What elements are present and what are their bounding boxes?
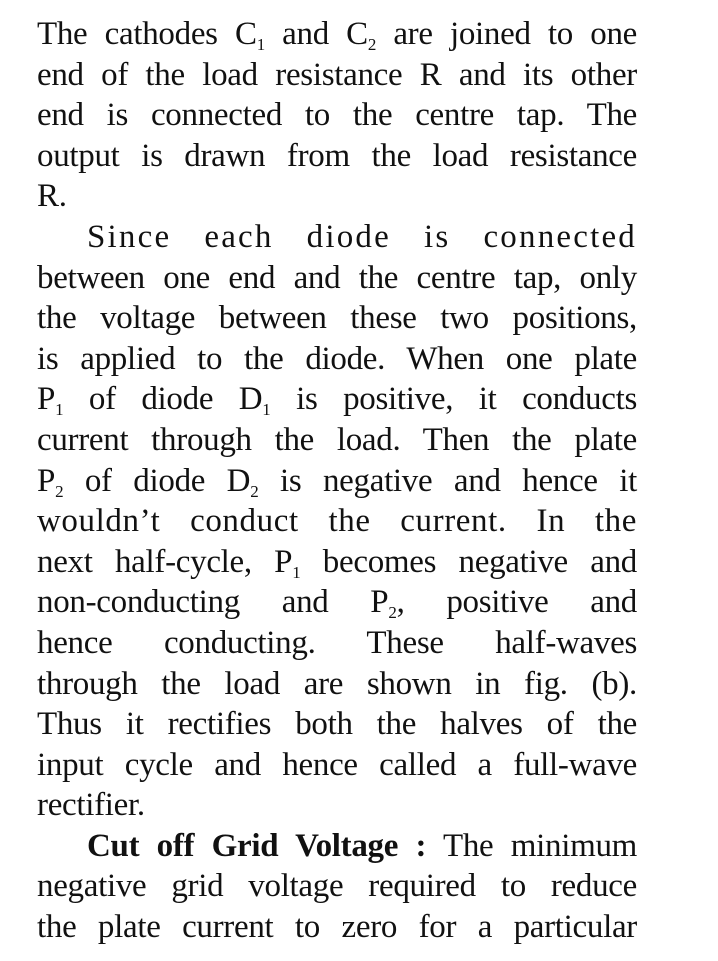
text-line: Cut off Grid Voltage : The minimum [87,827,638,864]
text-line: end is connected to the centre tap. The [37,97,637,134]
text-line: output is drawn from the load resistance [37,137,637,174]
section-heading: Cut off Grid Voltage : [87,827,427,864]
document-page [37,14,637,948]
text-line: end of the load resistance R and its other [37,56,637,93]
text-line: $P_2$ of diode $D_2$ is negative and hence it [37,462,637,501]
text-line: the voltage between these two positions, [37,300,637,337]
text-line: between one end and the centre tap, only [37,259,637,296]
paragraph-cut-off-grid-voltage [37,826,637,948]
text-line: current through the load. Then the plate [37,421,637,458]
text-line: negative grid voltage required to reduce [37,868,637,905]
text-line: input cycle and hence called a full-wave [37,746,637,783]
text-line: wouldn’t conduct the current. In the [37,503,637,540]
text-line: Since each diode is connected [87,218,637,255]
paragraph-diode-operation [37,217,637,826]
text-line: the plate current to zero for a particular [37,909,637,946]
text-line: R. [37,178,67,215]
text-line: non-conducting and $P_2$, positive and [37,584,637,623]
text-line: rectifier. [37,787,145,824]
text-line: through the load are shown in fig. (b). [37,665,637,702]
text-line: $P_1$ of diode $D_1$ is positive, it conducts [37,381,637,420]
text-line: Thus it rectifies both the halves of the [37,706,637,743]
text-line: is applied to the diode. When one plate [37,340,637,377]
paragraph-cathodes [37,14,637,217]
text-line: next half-cycle, $P_1$ becomes negative and [37,543,637,582]
text-line: hence conducting. These half-waves [37,624,637,661]
text-line: The cathodes $C_1$ and $C_2$ are joined to one [37,16,637,54]
